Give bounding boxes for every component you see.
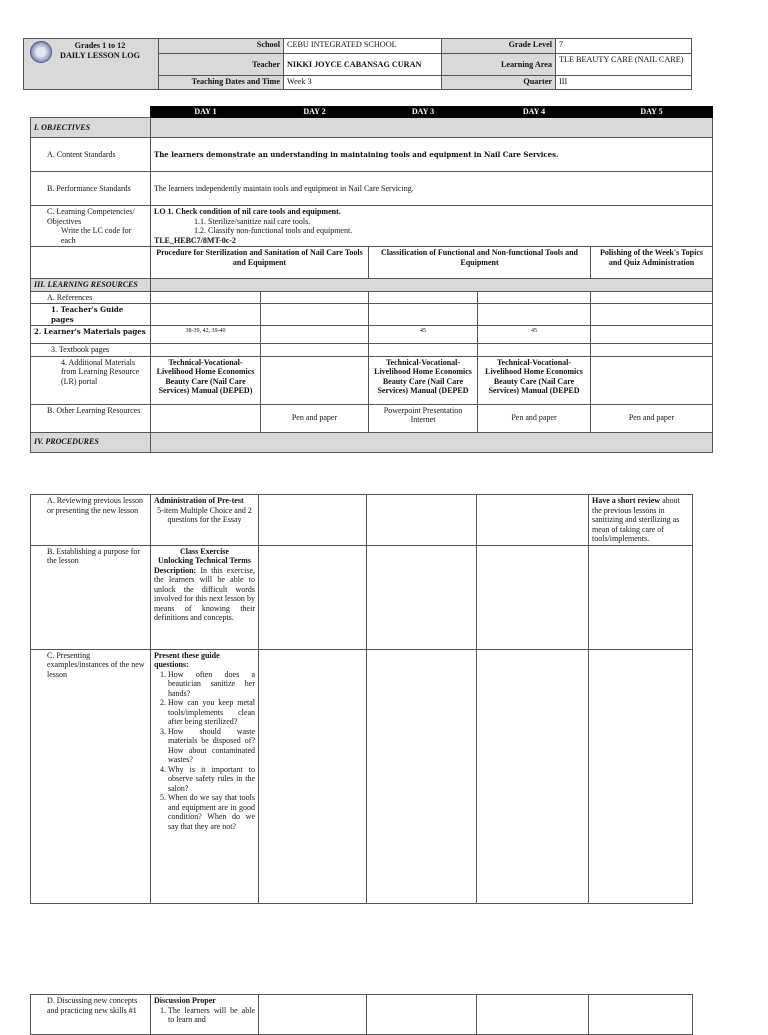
additional-day1: Technical-Vocational-Livelihood Home Economics Beauty Care (Nail Care Services) Manual (DEPED) <box>151 356 261 404</box>
dates-label: Teaching Dates and Time <box>159 76 284 90</box>
lo-item-1: 1.1. Sterilize/sanitize nail care tools. <box>194 216 311 226</box>
list-item: 2. How can you keep metal tools/implements clean after being sterilized? <box>168 698 255 727</box>
list-item: 3. How should waste materials be disposed of? How about contaminated wastes? <box>168 727 255 765</box>
lesson-table-procedures <box>30 494 693 904</box>
objectives-heading: I. OBJECTIVES <box>31 118 151 138</box>
header-table <box>23 38 692 90</box>
proc-d-label: D. Discussing new concepts and practicing new skills #1 <box>31 995 151 1035</box>
log-title: DAILY LESSON LOG <box>60 50 140 60</box>
deped-seal-icon <box>30 41 52 63</box>
grades-label: Grades 1 to 12 <box>74 41 126 50</box>
performance-standards-value: The learners independently maintain tools and equipment in Nail Care Servicing. <box>151 172 713 206</box>
proc-d-day1: Discussion Proper 1. The learners will be able to learn and <box>151 995 259 1035</box>
textbook-label: 3. Textbook pages <box>31 344 151 357</box>
day-2-header: DAY 2 <box>261 107 369 118</box>
learning-area-value: TLE BEAUTY CARE (NAIL CARE) <box>556 54 692 76</box>
school-label: School <box>159 39 284 54</box>
school-value: CEBU INTEGRATED SCHOOL <box>284 39 442 54</box>
content-day34: Classification of Functional and Non-functional Tools and Equipment <box>369 247 591 279</box>
content-standards-label: A. Content Standards <box>31 138 151 172</box>
list-item: 4. Why is it important to observe safety rules in the salon? <box>168 765 255 794</box>
quarter-value: III <box>556 76 692 90</box>
lesson-table-discussion <box>30 994 693 1035</box>
list-item: 1. The learners will be able to learn and <box>168 1006 255 1025</box>
list-item: 1. How often does a beautician sanitize her hands? <box>168 670 255 699</box>
day-3-header: DAY 3 <box>369 107 478 118</box>
day-5-header: DAY 5 <box>591 107 713 118</box>
teacher-value: NIKKI JOYCE CABANSAG CURAN <box>284 54 442 76</box>
grade-level-value: 7 <box>556 39 692 54</box>
lesson-table-top <box>30 106 713 453</box>
proc-b-label: B. Establishing a purpose for the lesson <box>31 545 151 649</box>
learners-materials-label: 2. Learner's Materials pages <box>31 326 151 344</box>
other-day5: Pen and paper <box>591 404 713 432</box>
other-resources-label: B. Other Learning Resources <box>31 404 151 432</box>
additional-day4: Technical-Vocational-Livelihood Home Economics Beauty Care (Nail Care Services) Manual (DEPED <box>478 356 591 404</box>
lm-day1: 38-39, 42, 39-40 <box>151 326 261 344</box>
performance-standards-label: B. Performance Standards <box>31 172 151 206</box>
resources-heading: III. LEARNING RESOURCES <box>31 279 151 292</box>
grade-level-label: Grade Level <box>442 39 556 54</box>
other-day2: Pen and paper <box>261 404 369 432</box>
additional-materials-label: 4. Additional Materials from Learning Resource (LR) portal <box>31 356 151 404</box>
day-4-header: DAY 4 <box>478 107 591 118</box>
teacher-label: Teacher <box>159 54 284 76</box>
quarter-label: Quarter <box>442 76 556 90</box>
learning-area-label: Learning Area <box>442 54 556 76</box>
lm-day4: 45 <box>478 326 591 344</box>
competencies-value <box>151 206 713 247</box>
lm-day3: 45 <box>369 326 478 344</box>
list-item: 5. When do we say that tools and equipment are in good condition? When do we say that they are not? <box>168 793 255 831</box>
content-day5: Polishing of the Week's Topics and Quiz Administration <box>591 247 713 279</box>
lo-title: LO 1. Check condition of nil care tools and equipment. <box>154 207 341 216</box>
competencies-label: C. Learning Competencies/ Objectives Write the LC code for each <box>31 206 151 247</box>
day-1-header: DAY 1 <box>151 107 261 118</box>
lo-code: TLE_HEBC7/8MT-0c-2 <box>154 235 236 245</box>
references-label: A. References <box>31 291 151 304</box>
proc-a-day5: Have a short review about the previous lessons in sanitizing and sterilizing as mean of taking care of tools/implements. <box>589 495 693 546</box>
dates-value: Week 3 <box>284 76 442 90</box>
procedures-heading: IV. PROCEDURES <box>31 432 151 452</box>
other-day4: Pen and paper <box>478 404 591 432</box>
logo-cell <box>24 39 159 90</box>
proc-c-label: C. Presenting examples/instances of the new lesson <box>31 649 151 903</box>
guide-questions-list <box>154 670 255 832</box>
proc-c-day1: Present these guide questions: 1. How often does a beautician sanitize her hands? 2. How can you keep metal tools/implements clean after being sterilized? 3. How should waste materials be disposed of? How about contaminated wastes? 4. Why is it important to observe safety rules in the salon? 5. When do we say that tools and equipment are in good condition? When do we say that they are not? <box>151 649 259 903</box>
proc-a-day1: Administration of Pre-test 5-item Multiple Choice and 2 questions for the Essay <box>151 495 259 546</box>
proc-b-day1: Class Exercise Unlocking Technical Terms Description: In this exercise, the learners will be able to unlock the difficult words involved for this next lesson by means of knowing their definitions and concepts. <box>151 545 259 649</box>
lo-item-2: 1.2. Classify non-functional tools and equipment. <box>194 226 353 235</box>
proc-a-label: A. Reviewing previous lesson or presenting the new lesson <box>31 495 151 546</box>
additional-day3: Technical-Vocational-Livelihood Home Economics Beauty Care (Nail Care Services) Manual (DEPED <box>369 356 478 404</box>
content-standards-value: The learners demonstrate an understanding in maintaining tools and equipment in Nail Care Services. <box>151 138 713 172</box>
teachers-guide-label: 1. Teacher's Guide pages <box>31 304 151 326</box>
content-day12: Procedure for Sterilization and Sanitation of Nail Care Tools and Equipment <box>151 247 369 279</box>
other-day3: Powerpoint Presentation Internet <box>369 404 478 432</box>
